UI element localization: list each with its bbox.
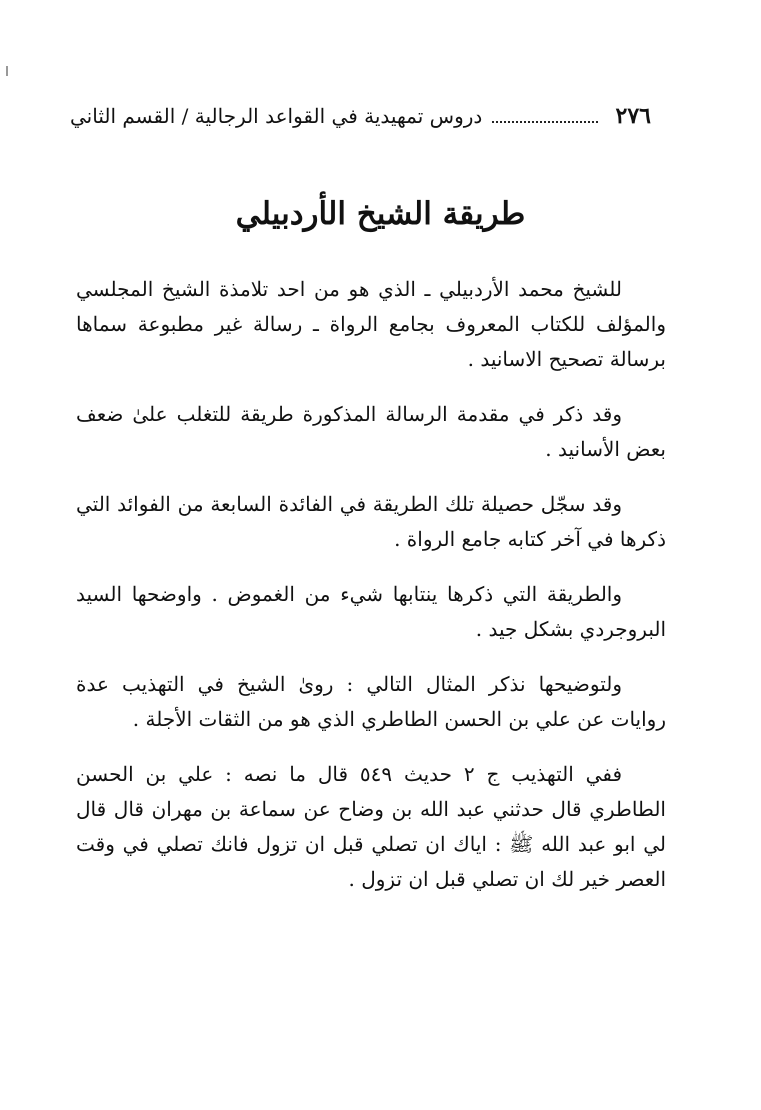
paragraph: ولتوضيحها نذكر المثال التالي : روىٰ الشيخ في التهذيب عدة روايات عن علي بن الحسن الطاطري الذي هو من الثقات الأجلة . bbox=[76, 672, 666, 731]
header-leader-dots bbox=[492, 121, 597, 123]
paragraph: والطريقة التي ذكرها ينتابها شيء من الغموض . واوضحها السيد البروجردي بشكل جيد . bbox=[76, 582, 666, 641]
paragraph: وقد ذكر في مقدمة الرسالة المذكورة طريقة للتغلب علىٰ ضعف بعض الأسانيد . bbox=[76, 402, 666, 461]
paragraph: للشيخ محمد الأردبيلي ـ الذي هو من احد تلامذة الشيخ المجلسي والمؤلف للكتاب المعروف بجامع الرواة ـ رسالة غير مطبوعة سماها برسالة تصحيح الاسانيد . bbox=[76, 277, 666, 371]
paragraph: وقد سجّل حصيلة تلك الطريقة في الفائدة السابعة من الفوائد التي ذكرها في آخر كتابه جامع الرواة . bbox=[76, 492, 666, 551]
body-text bbox=[76, 272, 666, 917]
page-header bbox=[70, 96, 651, 136]
running-title: دروس تمهيدية في القواعد الرجالية / القسم الثاني bbox=[70, 104, 483, 128]
paragraph: ففي التهذيب ج ٢ حديث ٥٤٩ قال ما نصه : علي بن الحسن الطاطري قال حدثني عبد الله بن وضاح عن سماعة بن مهران قال قال لي ابو عبد الله ﷺ : اياك ان تصلي قبل ان تزول فانك تصلي في وقت العصر خير لك ان تصلي قبل ان تزول . bbox=[76, 762, 666, 891]
margin-mark bbox=[6, 66, 8, 76]
chapter-title: طريقة الشيخ الأردبيلي bbox=[235, 196, 526, 232]
page-number: ٢٧٦ bbox=[615, 103, 651, 129]
